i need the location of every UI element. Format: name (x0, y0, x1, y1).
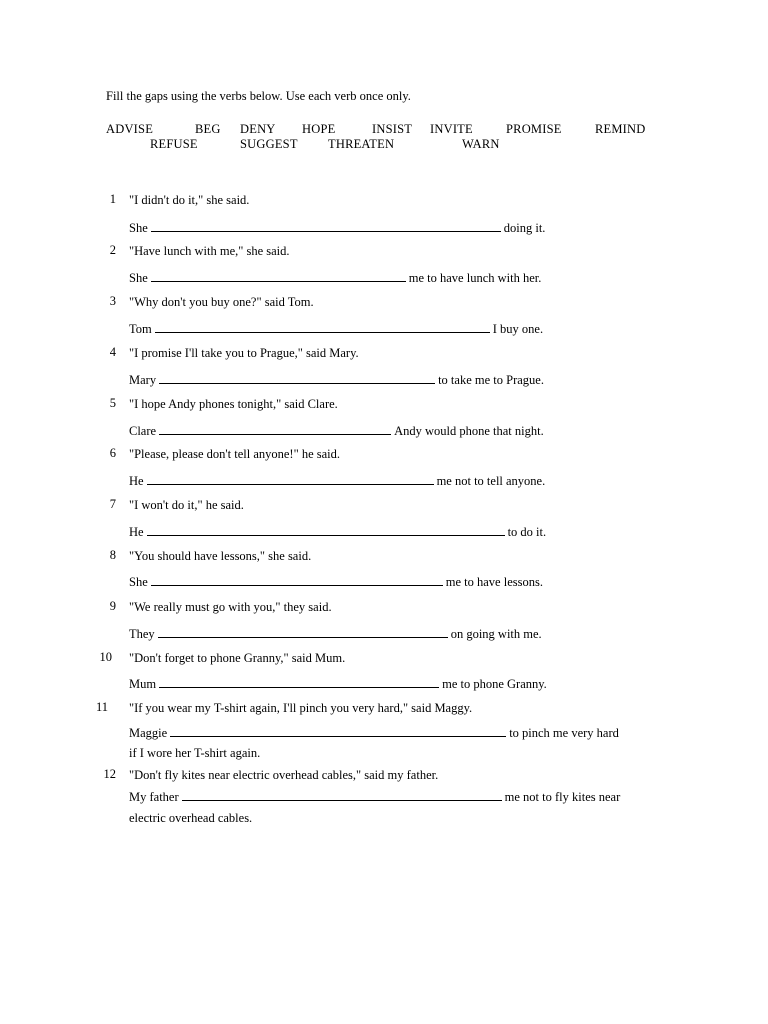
sentence-end: I buy one. (492, 322, 544, 336)
question-quote: "I won't do it," he said. (129, 498, 244, 512)
question-number: 10 (99, 650, 112, 664)
answer-blank[interactable] (170, 725, 506, 737)
sentence-start: They (129, 627, 155, 641)
sentence-end: to do it. (507, 525, 547, 539)
question-quote: "You should have lessons," she said. (129, 549, 312, 563)
verb-promise: PROMISE (506, 122, 562, 136)
verb-refuse: REFUSE (150, 137, 198, 151)
answer-blank[interactable] (159, 423, 391, 435)
answer-line (129, 725, 619, 741)
sentence-end: doing it. (503, 221, 546, 235)
sentence-end: me to have lunch with her. (408, 271, 542, 285)
question-quote: "I didn't do it," she said. (129, 193, 250, 207)
question-number: 2 (109, 243, 116, 257)
question-number: 5 (109, 396, 116, 410)
answer-line (129, 473, 545, 489)
sentence-end: me not to fly kites near (504, 790, 621, 804)
answer-blank[interactable] (151, 220, 501, 232)
question-quote: "I hope Andy phones tonight," said Clare. (129, 397, 338, 411)
question-number: 6 (109, 446, 116, 460)
answer-blank[interactable] (158, 626, 448, 638)
answer-line (129, 270, 541, 286)
question-number: 4 (109, 345, 116, 359)
answer-line (129, 789, 620, 805)
question-number: 8 (109, 548, 116, 562)
answer-blank[interactable] (151, 270, 406, 282)
verb-threaten: THREATEN (328, 137, 395, 151)
sentence-end: me to phone Granny. (442, 677, 547, 691)
answer-line (129, 372, 544, 388)
question-quote: "I promise I'll take you to Prague," said Mary. (129, 346, 359, 360)
question-quote: "Don't forget to phone Granny," said Mum. (129, 651, 346, 665)
question-number: 12 (103, 767, 116, 781)
verb-hope: HOPE (302, 122, 336, 136)
answer-line (129, 676, 547, 692)
sentence-end: to take me to Prague. (438, 373, 544, 387)
sentence-end: on going with me. (450, 627, 542, 641)
verb-warn: WARN (462, 137, 500, 151)
sentence-start: Tom (129, 322, 152, 336)
answer-blank[interactable] (147, 524, 505, 536)
answer-blank[interactable] (182, 789, 502, 801)
question-quote: "If you wear my T-shirt again, I'll pinch you very hard," said Maggy. (129, 701, 473, 715)
verb-insist: INSIST (372, 122, 413, 136)
question-number: 9 (109, 599, 116, 613)
sentence-start: She (129, 575, 148, 589)
verb-beg: BEG (195, 122, 221, 136)
sentence-start: She (129, 221, 148, 235)
question-number: 7 (109, 497, 116, 511)
answer-blank[interactable] (155, 321, 490, 333)
question-number: 3 (109, 294, 116, 308)
answer-line (129, 524, 546, 540)
sentence-end: me to have lessons. (445, 575, 543, 589)
answer-blank[interactable] (159, 676, 439, 688)
question-quote: "Please, please don't tell anyone!" he said. (129, 447, 341, 461)
sentence-start: Mary (129, 373, 157, 387)
answer-line (129, 423, 544, 439)
sentence-end: me not to tell anyone. (436, 474, 546, 488)
answer-blank[interactable] (151, 574, 443, 586)
answer-line (129, 321, 543, 337)
question-number: 11 (95, 700, 108, 714)
sentence-start: He (129, 525, 144, 539)
verb-bank-row-2 (0, 137, 768, 153)
verb-invite: INVITE (430, 122, 473, 136)
sentence-continuation: if I wore her T-shirt again. (129, 746, 261, 760)
instruction-text: Fill the gaps using the verbs below. Use each verb once only. (106, 89, 411, 103)
sentence-start: Maggie (129, 726, 168, 740)
answer-line (129, 626, 542, 642)
sentence-start: He (129, 474, 144, 488)
sentence-start: Mum (129, 677, 157, 691)
sentence-start: My father (129, 790, 179, 804)
sentence-start: Clare (129, 424, 157, 438)
question-quote: "Why don't you buy one?" said Tom. (129, 295, 314, 309)
verb-bank-row-1 (0, 122, 768, 138)
question-quote: "We really must go with you," they said. (129, 600, 332, 614)
question-number: 1 (109, 192, 116, 206)
answer-line (129, 220, 545, 236)
answer-line (129, 574, 543, 590)
verb-suggest: SUGGEST (240, 137, 298, 151)
answer-blank[interactable] (147, 473, 434, 485)
question-quote: "Have lunch with me," she said. (129, 244, 290, 258)
answer-blank[interactable] (159, 372, 435, 384)
verb-remind: REMIND (595, 122, 646, 136)
verb-deny: DENY (240, 122, 276, 136)
question-quote: "Don't fly kites near electric overhead cables," said my father. (129, 768, 439, 782)
sentence-start: She (129, 271, 148, 285)
verb-advise: ADVISE (106, 122, 154, 136)
sentence-end: Andy would phone that night. (394, 424, 544, 438)
sentence-continuation: electric overhead cables. (129, 811, 253, 825)
sentence-end: to pinch me very hard (509, 726, 619, 740)
